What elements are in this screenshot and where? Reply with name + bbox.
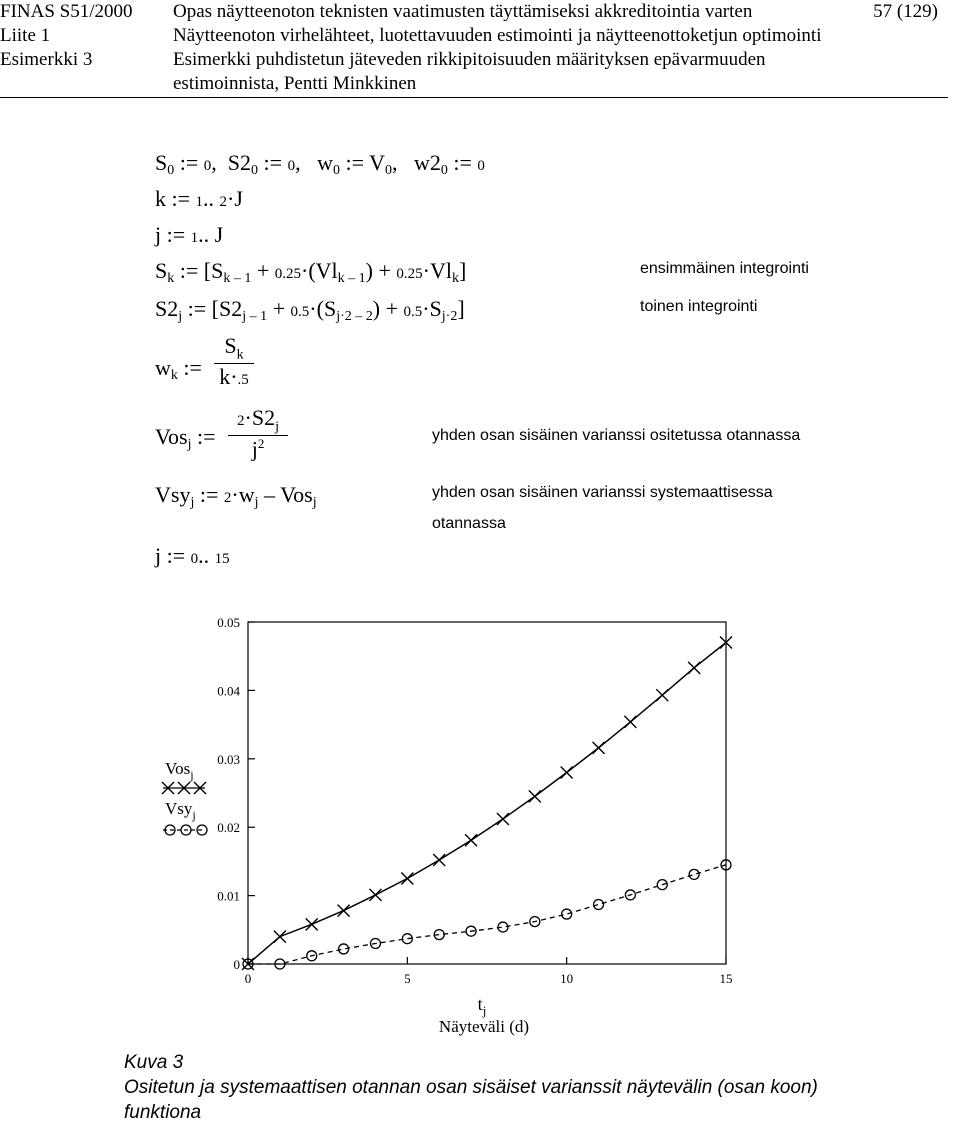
vos-point: [369, 889, 381, 901]
variance-chart: [0, 600, 960, 1050]
vos-point: [529, 790, 541, 802]
figure-caption: [124, 1050, 924, 1125]
equation-s2-j: $S2_j$ := $[S2_{j - 1} + 0.5\cdot(S_{j\cdot 2 - 2}) + 0.5\cdot S_{j\cdot 2}]$: [155, 296, 465, 324]
equation-j-plot-range: j := 0.. 15: [155, 543, 230, 568]
header-row-4: [0, 72, 950, 96]
y-tick-label: 0.03: [217, 751, 240, 767]
vsy-point: [689, 869, 699, 879]
equation-s-k: $S_k$ := $[S_{k - 1} + 0.25\cdot(Vl_{k - 1}) + 0.25\cdot Vl_k]$: [155, 258, 467, 286]
note-first-integration: ensimmäinen integrointi: [640, 260, 809, 277]
header-label: FINAS S51/2000: [0, 1, 133, 22]
header-label: Liite 1: [0, 25, 51, 46]
x-tick-label: 15: [719, 971, 733, 986]
vos-point: [401, 873, 413, 885]
x-tick-label: 0: [244, 971, 252, 986]
vos-point: [338, 905, 350, 917]
equation-vsy-j: Vsy$_j$ := $2\cdot w_j - Vos_j$: [155, 482, 317, 510]
plot-frame: [248, 622, 726, 964]
vos-point: [465, 834, 477, 846]
series-vsy-line: [248, 865, 726, 964]
caption-number: Kuva 3: [124, 1052, 184, 1073]
note-var-stratified: yhden osan sisäinen varianssi ositetussa otannassa: [432, 427, 801, 444]
legend-vsy-label: Vsy$_j$: [165, 799, 196, 822]
vos-point: [497, 813, 509, 825]
vsy-point: [594, 899, 604, 909]
vos-point: [688, 662, 700, 674]
equation-w-k: $w_k$ :=: [155, 355, 202, 383]
legend-vsy-marks: [163, 825, 207, 835]
y-tick-label: 0.04: [217, 683, 240, 699]
header-row-1: [0, 0, 950, 24]
caption-text-cont: funktiona: [124, 1102, 202, 1123]
fraction-vos-j: $\frac{2\cdot S2_j}{j^2}$: [228, 405, 288, 463]
note-second-integration: toinen integrointi: [640, 298, 758, 315]
equation-vos-j: Vos$_j$ :=: [155, 424, 216, 452]
header-rule: [0, 97, 948, 98]
header-text: Opas näytteenoton teknisten vaatimusten täyttämiseksi akkreditointia varten: [173, 1, 753, 22]
vos-point: [561, 766, 573, 778]
x-axis-variable: $t_j$: [477, 994, 487, 1018]
vos-point: [656, 689, 668, 701]
x-tick-label: 5: [404, 971, 411, 986]
series-vos-line: [248, 643, 726, 965]
vos-point: [593, 742, 605, 754]
page-number: 57 (129): [873, 1, 938, 22]
y-tick-label: 0.05: [217, 615, 240, 630]
vos-point: [274, 931, 286, 943]
note-var-systematic-1: yhden osan sisäinen varianssi systemaattisessa: [432, 484, 773, 501]
legend-vos-label: Vos$_j$: [165, 759, 194, 782]
equation-j-range: j := 1.. J: [155, 222, 224, 247]
header-text: Näytteenoton virhelähteet, luotettavuuden estimointi ja näytteenottoketjun optimointi: [173, 25, 822, 46]
y-tick-label: 0.02: [217, 820, 240, 836]
header-row-3: [0, 48, 950, 72]
header-text: Esimerkki puhdistetun jäteveden rikkipitoisuuden määrityksen epävarmuuden: [173, 49, 766, 70]
vos-point: [306, 918, 318, 930]
header-row-2: [0, 24, 950, 48]
equation-k-range: k := 1.. 2·J: [155, 186, 243, 211]
caption-text: Ositetun ja systemaattisen otannan osan sisäiset varianssit näytevälin (osan koon): [124, 1077, 818, 1098]
note-var-systematic-2: otannassa: [432, 515, 506, 532]
header-label: Esimerkki 3: [0, 49, 93, 70]
x-tick-label: 10: [560, 971, 574, 986]
vsy-point: [562, 909, 572, 919]
y-tick-label: 0.01: [217, 888, 240, 904]
vos-point: [433, 854, 445, 866]
legend-vos-marks: [162, 782, 206, 794]
x-axis-label: Näyteväli (d): [438, 1017, 530, 1036]
vos-point: [624, 716, 636, 728]
y-tick-label: 0: [233, 957, 240, 972]
header-text: estimoinnista, Pentti Minkkinen: [173, 73, 417, 94]
fraction-w-k: $\frac{S_k}{k\cdot.5}$: [214, 333, 254, 390]
equation-init: $S_0$ := 0, $S2_0$ := 0, $w_0$ := $V_0$, $w2_0$ := 0: [155, 150, 485, 178]
